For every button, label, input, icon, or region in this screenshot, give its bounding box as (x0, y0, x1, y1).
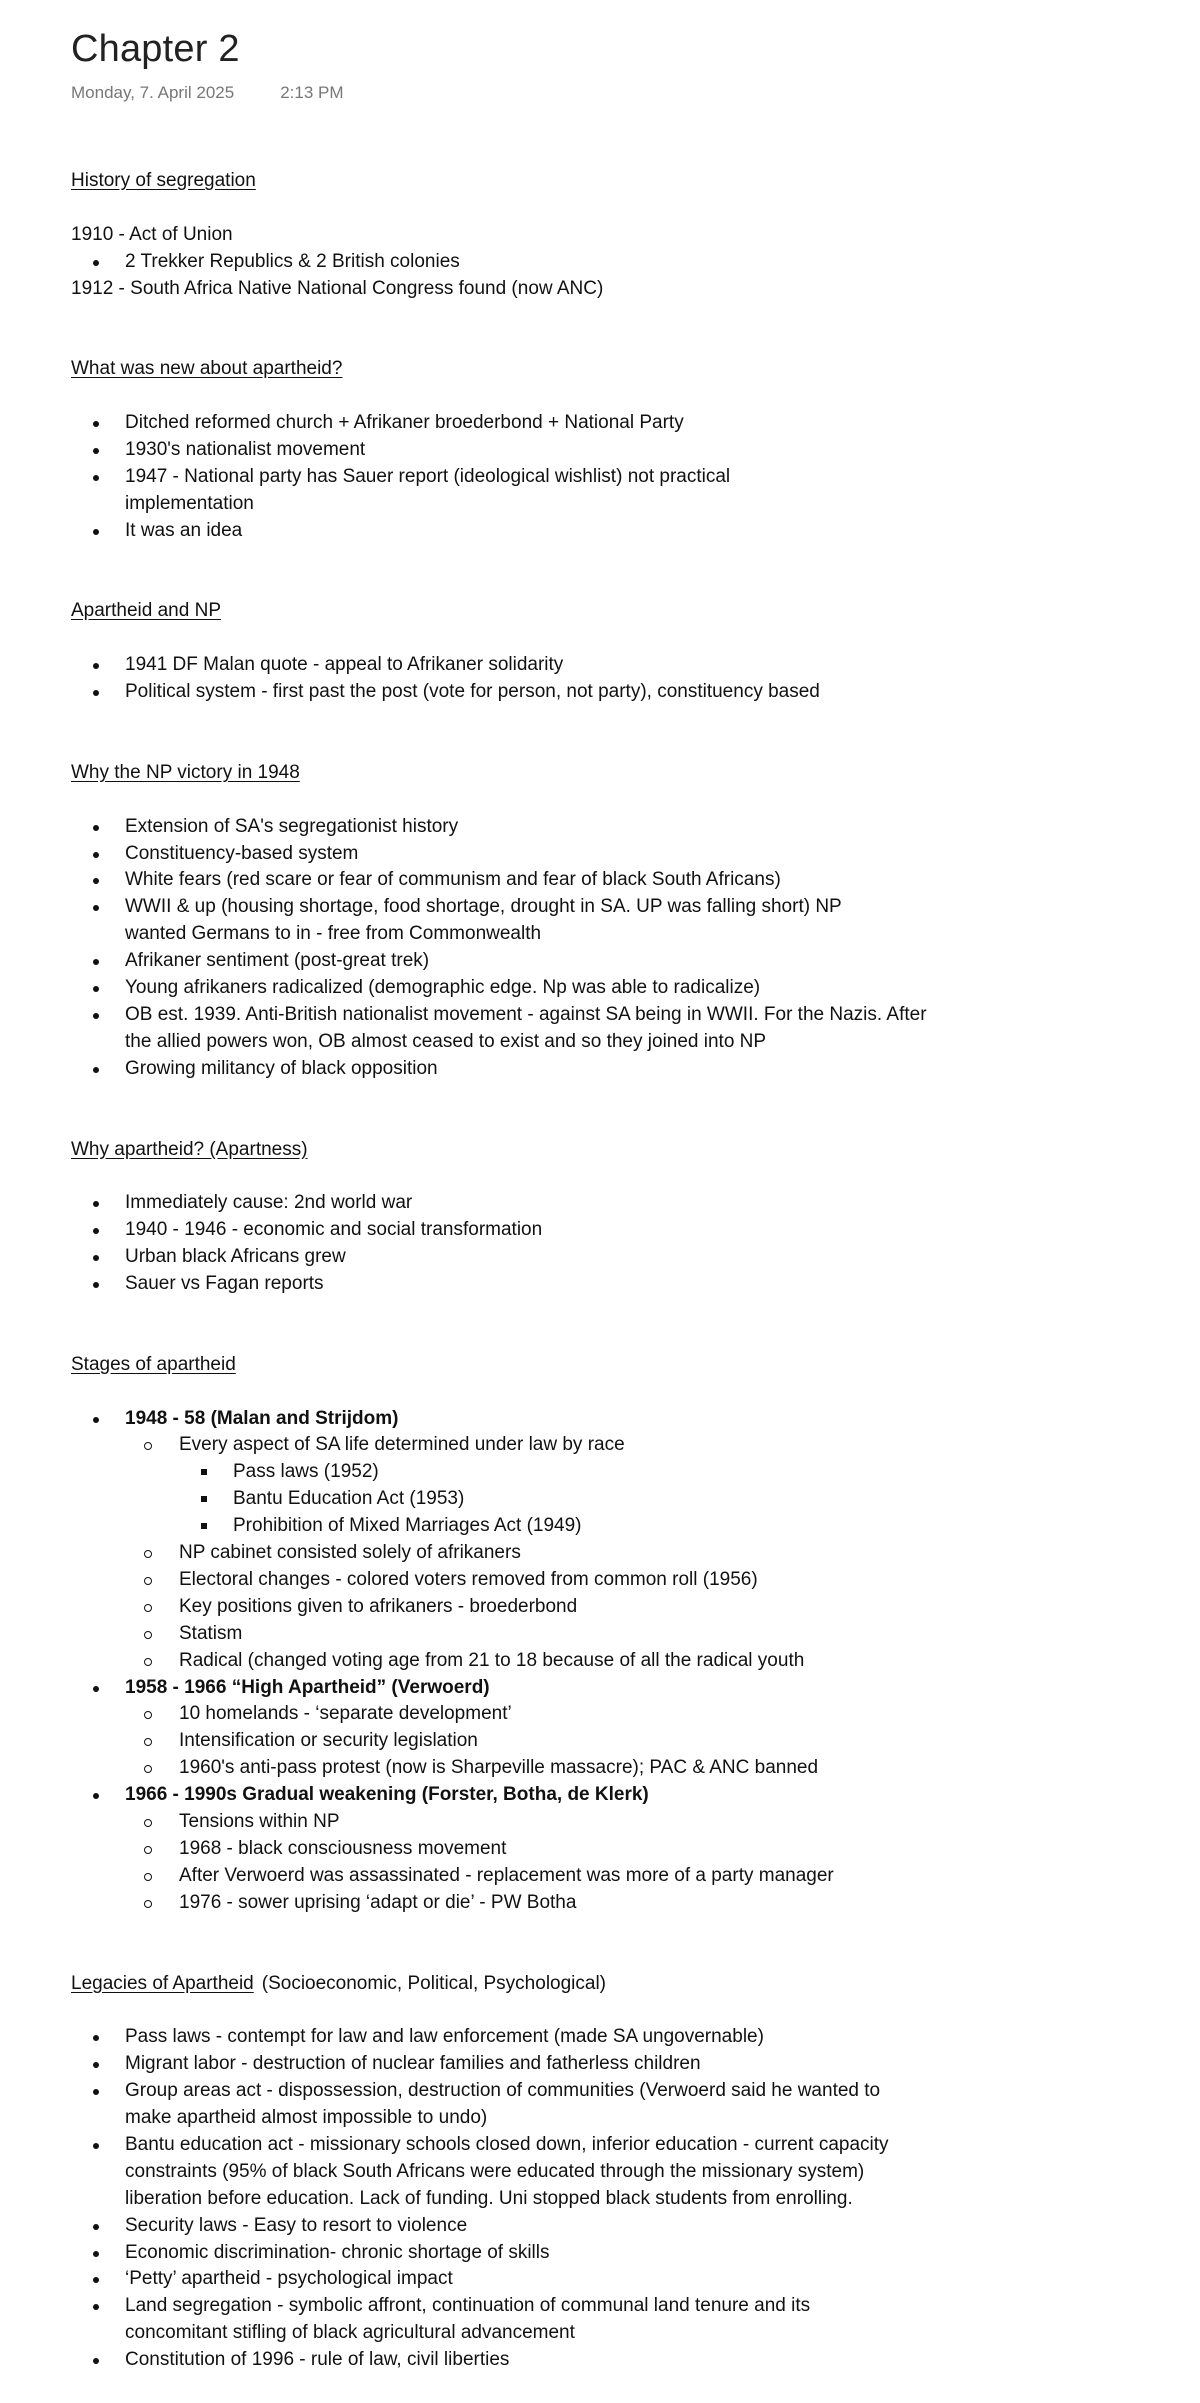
sub-list-item: 1968 - black consciousness movement (125, 1836, 1071, 1863)
list-item: 1930's nationalist movement (71, 437, 1071, 464)
list-item: Constitution of 1996 - rule of law, civil liberties (71, 2347, 1071, 2374)
sub-list-item: 1976 - sower uprising ‘adapt or die’ - PW Botha (125, 1890, 1071, 1917)
note-body[interactable] (71, 168, 1071, 2374)
sub-list-item: Radical (changed voting age from 21 to 18 because of all the radical youth (125, 1648, 1071, 1675)
sub-list-item: Tensions within NP (125, 1809, 1071, 1836)
list-item: Security laws - Easy to resort to violence (71, 2213, 1071, 2240)
list-item: Immediately cause: 2nd world war (71, 1190, 1071, 1217)
list-item: White fears (red scare or fear of communism and fear of black South Africans) (71, 867, 1071, 894)
list-item: Urban black Africans grew (71, 1244, 1071, 1271)
text-line: 1912 - South Africa Native National Congress found (now ANC) (71, 277, 604, 299)
list-item: WWII & up (housing shortage, food shortage, drought in SA. UP was falling short) NP wanted Germans to in - free from Commonwealth (71, 894, 1071, 948)
text-line: 1910 - Act of Union (71, 223, 233, 245)
bullet-list (71, 1406, 1071, 1917)
list-item: Migrant labor - destruction of nuclear families and fatherless children (71, 2051, 1071, 2078)
list-item (71, 1782, 1071, 1917)
list-item (71, 1675, 1071, 1783)
sub-sub-list (179, 1459, 1071, 1540)
sub-list (125, 1701, 1071, 1782)
section-heading-victory: Why the NP victory in 1948 (71, 761, 300, 783)
section-heading-why: Why apartheid? (Apartness) (71, 1138, 308, 1160)
list-item: 2 Trekker Republics & 2 British colonies (71, 249, 1071, 276)
stage-label: 1966 - 1990s Gradual weakening (Forster, Botha, de Klerk) (125, 1784, 649, 1806)
list-item: OB est. 1939. Anti-British nationalist movement - against SA being in WWII. For the Nazis. After the allied powers won, OB almost ceased to exist and so they joined into NP (71, 1002, 1071, 1056)
bullet-list (71, 2024, 1071, 2374)
bullet-list (71, 814, 1071, 1083)
sub-list-item: After Verwoerd was assassinated - replacement was more of a party manager (125, 1863, 1071, 1890)
sub-list-item: Statism (125, 1621, 1071, 1648)
stage-label: 1958 - 1966 “High Apartheid” (Verwoerd) (125, 1676, 490, 1698)
section-heading-legacies-row (71, 1971, 1071, 1998)
note-date: Monday, 7. April 2025 (71, 83, 235, 102)
section-heading-np: Apartheid and NP (71, 600, 221, 622)
list-item: 1941 DF Malan quote - appeal to Afrikaner solidarity (71, 652, 1071, 679)
sub-sub-list-item: Prohibition of Mixed Marriages Act (1949) (179, 1513, 1071, 1540)
list-item: Extension of SA's segregationist history (71, 814, 1071, 841)
bullet-list (71, 249, 1071, 276)
sub-sub-list-item: Bantu Education Act (1953) (179, 1486, 1071, 1513)
list-item: Group areas act - dispossession, destruction of communities (Verwoerd said he wanted to make apartheid almost impossible to undo) (71, 2078, 1071, 2132)
list-item: It was an idea (71, 518, 1071, 545)
section-heading-segregation: History of segregation (71, 170, 256, 191)
sub-list-item: 1960's anti-pass protest (now is Sharpeville massacre); PAC & ANC banned (125, 1755, 1071, 1782)
bullet-list (71, 1190, 1071, 1298)
sub-list-item: Key positions given to afrikaners - broederbond (125, 1594, 1071, 1621)
list-item: Economic discrimination- chronic shortage of skills (71, 2240, 1071, 2267)
note-time: 2:13 PM (280, 83, 344, 102)
section-heading-stages: Stages of apartheid (71, 1353, 236, 1375)
sub-list-item: 10 homelands - ‘separate development’ (125, 1701, 1071, 1728)
list-item: Land segregation - symbolic affront, continuation of communal land tenure and its concomitant stifling of black agricultural advancement (71, 2293, 1071, 2347)
list-item: 1947 - National party has Sauer report (ideological wishlist) not practical implementation (71, 464, 1071, 518)
sub-list-item: Every aspect of SA life determined under law by race Pass laws (1952) Bantu Education Act (1953) Prohibition of Mixed Marriages Act (1949) (125, 1432, 1071, 1540)
bullet-list (71, 410, 1071, 545)
list-item: ‘Petty’ apartheid - psychological impact (71, 2266, 1071, 2293)
list-item: 1940 - 1946 - economic and social transformation (71, 1217, 1071, 1244)
list-item: Constituency-based system (71, 841, 1071, 868)
list-item: Bantu education act - missionary schools closed down, inferior education - current capacity constraints (95% of black South Africans were educated through the missionary system) liberation before education. Lack of funding. Uni stopped black students from enrolling. (71, 2132, 1071, 2213)
list-item: Political system - first past the post (vote for person, not party), constituency based (71, 679, 1071, 706)
sub-list-item: Intensification or security legislation (125, 1728, 1071, 1755)
list-item: Afrikaner sentiment (post-great trek) (71, 948, 1071, 975)
page-title[interactable]: Chapter 2 (71, 28, 240, 70)
sub-sub-list-item: Pass laws (1952) (179, 1459, 1071, 1486)
stage-label: 1948 - 58 (Malan and Strijdom) (125, 1407, 399, 1429)
sub-list-item: Electoral changes - colored voters removed from common roll (1956) (125, 1567, 1071, 1594)
list-item (71, 1406, 1071, 1675)
section-heading-legacies: Legacies of Apartheid (71, 1972, 254, 1994)
list-item: Ditched reformed church + Afrikaner broederbond + National Party (71, 410, 1071, 437)
sub-list (125, 1432, 1071, 1674)
section-heading-new: What was new about apartheid? (71, 358, 343, 380)
section-heading-note: (Socioeconomic, Political, Psychological) (261, 1972, 607, 1994)
list-item: Sauer vs Fagan reports (71, 1271, 1071, 1298)
list-item: Growing militancy of black opposition (71, 1056, 1071, 1083)
list-item: Pass laws - contempt for law and law enforcement (made SA ungovernable) (71, 2024, 1071, 2051)
sub-list (125, 1809, 1071, 1917)
sub-list-item: NP cabinet consisted solely of afrikaners (125, 1540, 1071, 1567)
bullet-list (71, 652, 1071, 706)
list-item: Young afrikaners radicalized (demographic edge. Np was able to radicalize) (71, 975, 1071, 1002)
note-timestamp (71, 83, 344, 103)
